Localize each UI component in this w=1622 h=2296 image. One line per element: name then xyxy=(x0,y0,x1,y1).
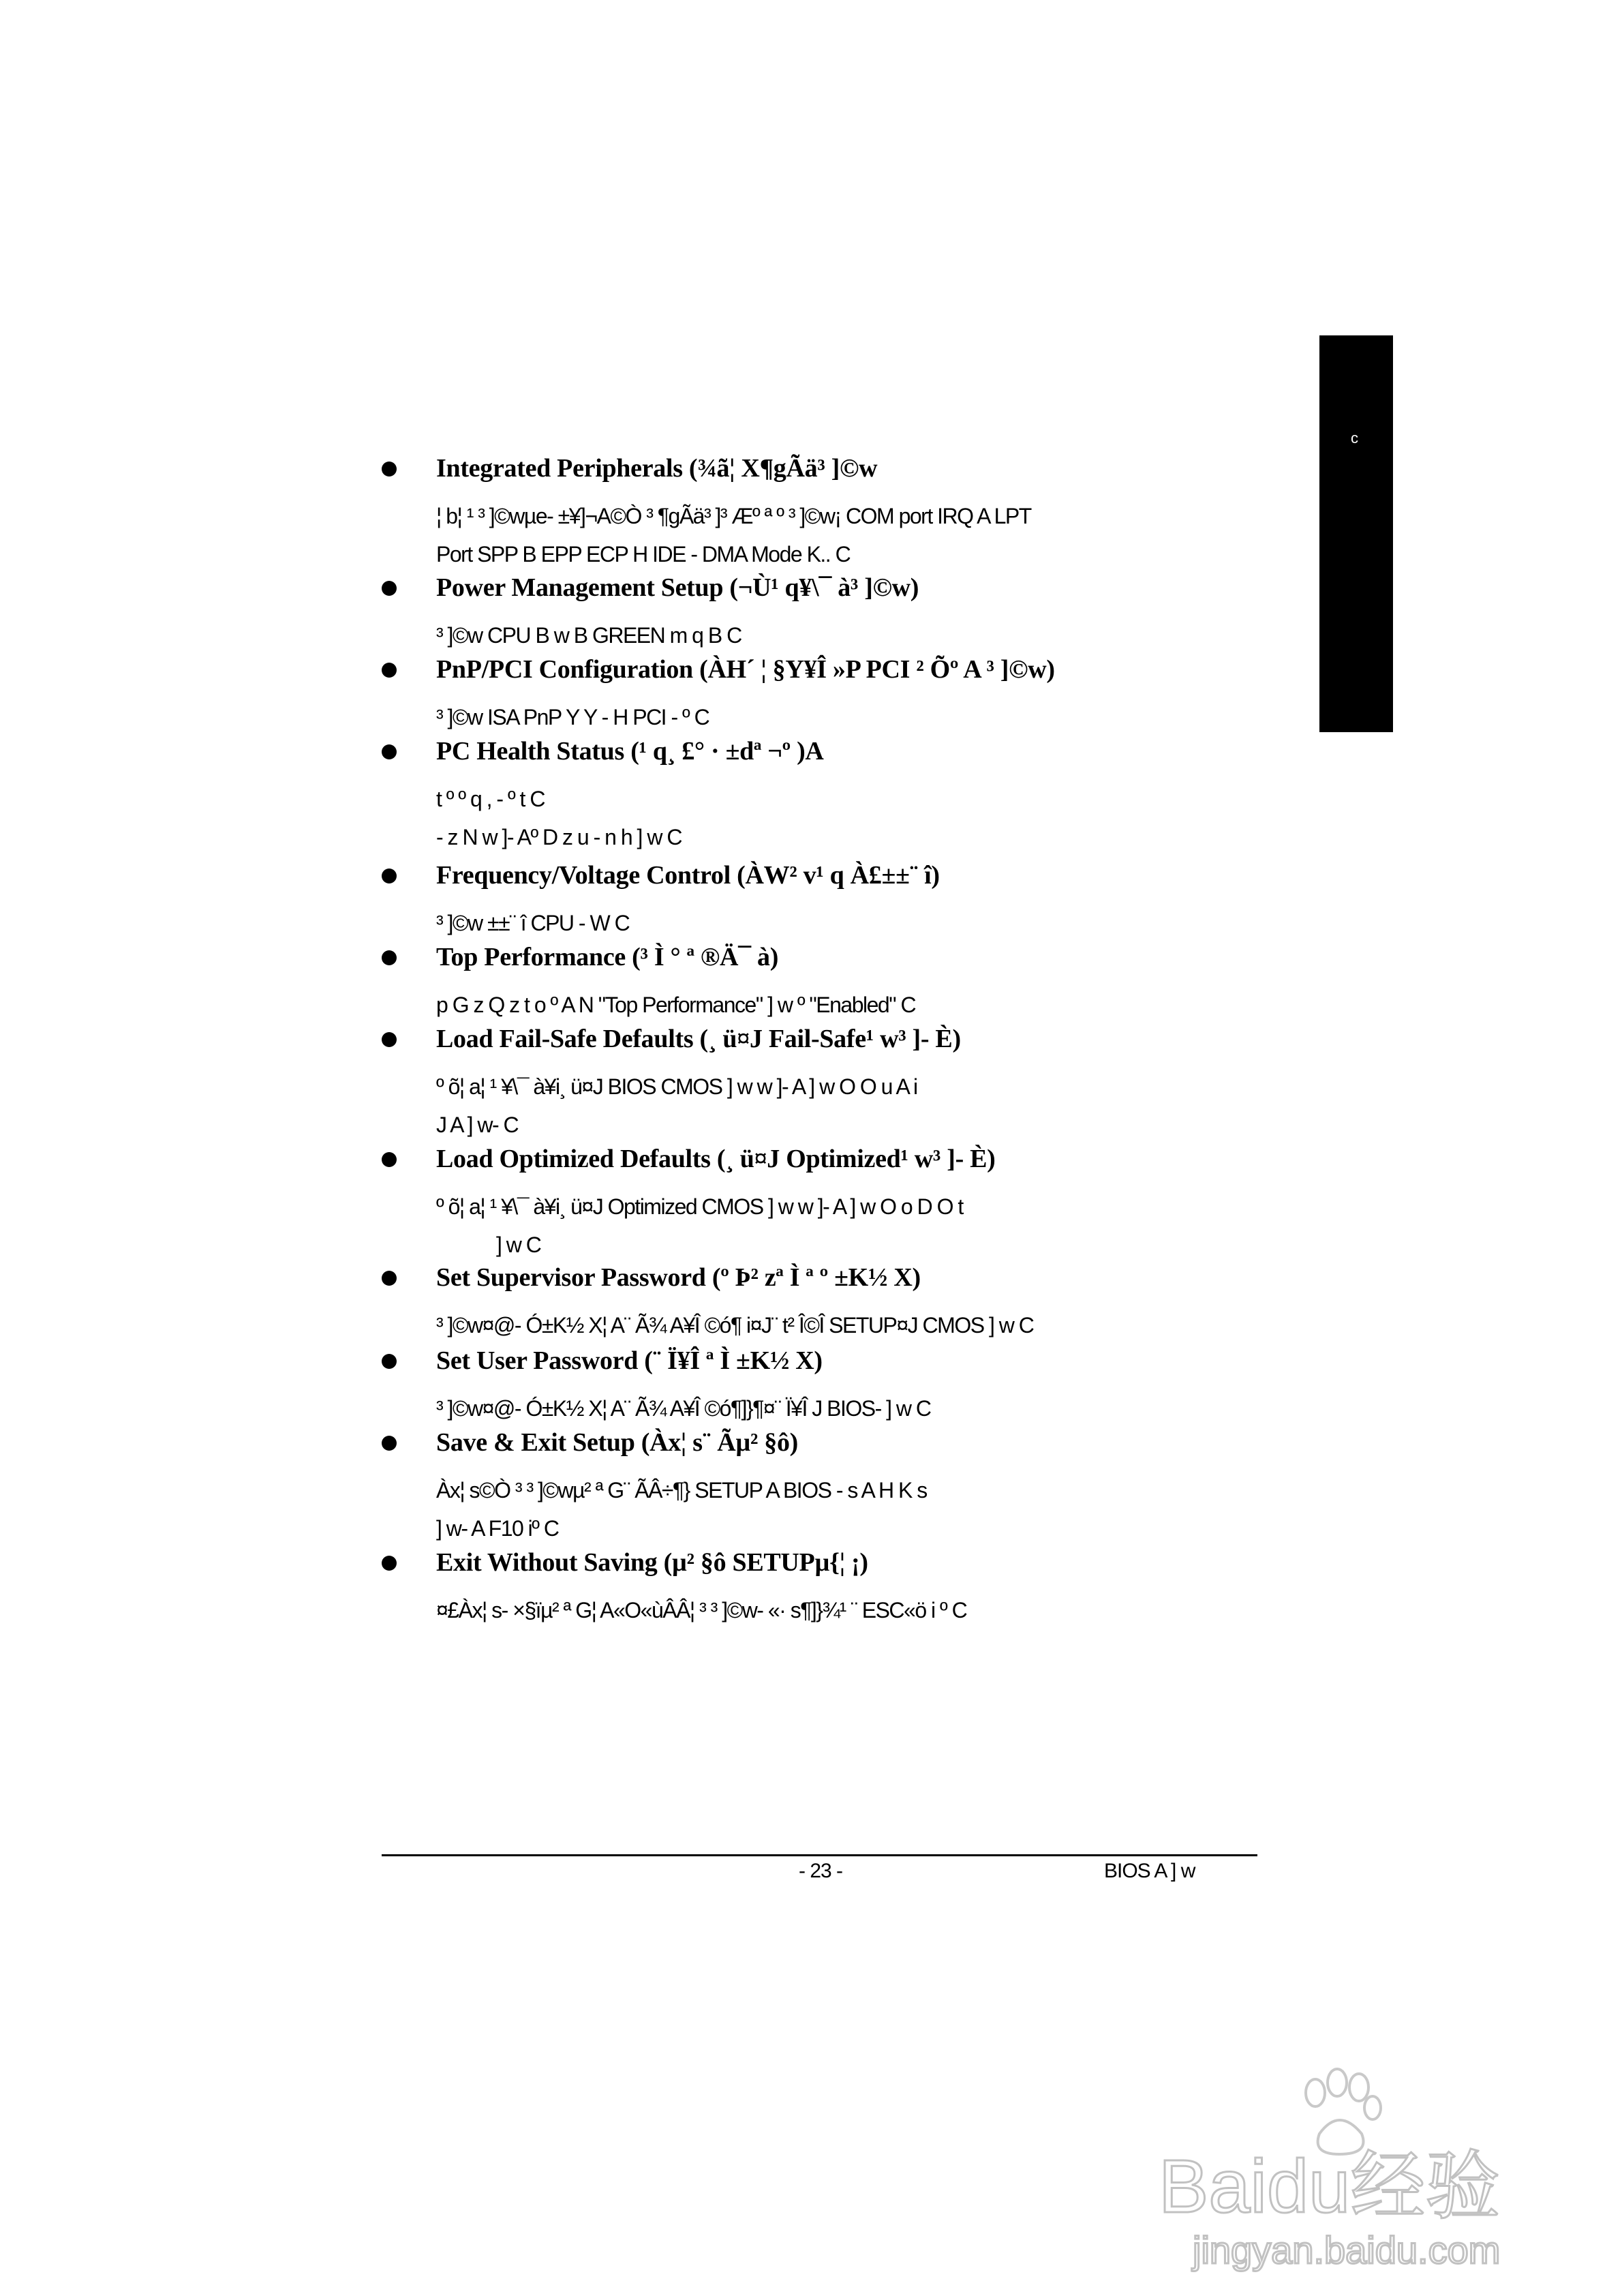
item-title: PC Health Status (¹ q¸ £° · ±dª ¬º )A xyxy=(436,737,824,766)
item-desc-line: ³ ]©w¤@- Ó±K½ X¦ A¨ Ã¾ A¥Î ©ó¶ i¤J¨ t² Î©Î SETUP¤J CMOS ] w C xyxy=(436,1313,1034,1338)
bullet-icon xyxy=(382,663,397,678)
item-desc-line: Port SPP B EPP ECP H IDE - DMA Mode K.. C xyxy=(436,542,851,567)
bullet-icon xyxy=(382,1032,397,1047)
bullet-icon xyxy=(382,950,397,965)
item-desc-line: ³ ]©w ±±¨ î CPU - W C xyxy=(436,911,630,935)
item-title: Save & Exit Setup (Àx¦ s¨ Ãµ² §ô) xyxy=(436,1428,799,1457)
item-desc-line: ³ ]©w CPU B w B GREEN m q B C xyxy=(436,623,741,648)
item-desc-line: - z N w ]- Aº D z u - n h ] w C xyxy=(436,825,682,849)
chapter-side-tab xyxy=(1319,335,1393,732)
item-title: Frequency/Voltage Control (ÀW² v¹ q À£±±¨ î) xyxy=(436,861,940,890)
item-title: Exit Without Saving (µ² §ô SETUPµ{¦ ¡) xyxy=(436,1548,868,1577)
paw-logo-icon xyxy=(1306,2069,1381,2154)
bullet-icon xyxy=(382,462,397,477)
bullet-icon xyxy=(382,868,397,883)
item-title: Load Optimized Defaults (¸ ü¤J Optimized¹ w³ ]- È) xyxy=(436,1145,996,1173)
item-desc-line: ] w C xyxy=(496,1233,541,1257)
watermark-url: jingyan.baidu.com xyxy=(1193,2229,1501,2271)
page-number: - 23 - xyxy=(799,1860,843,1882)
item-desc-line: t º º q , - º t C xyxy=(436,787,545,811)
item-title: Load Fail-Safe Defaults (¸ ü¤J Fail-Safe¹ w³ ]- È) xyxy=(436,1025,961,1053)
item-title: Set Supervisor Password (º Þ² zª Ì ª º ±K½ X) xyxy=(436,1263,921,1292)
item-desc-line: ¤£Àx¦ s- ×§ïµ² ª G¦ A«O«ùÂÂ¦ ³ ³ ]©w- «· s¶]}¾¹ ¨ ESC«ö i º C xyxy=(436,1598,967,1622)
item-desc-line: p G z Q z t o º A N "Top Performance" ] w º "Enabled" C xyxy=(436,993,916,1017)
side-tab-label: c xyxy=(1351,429,1358,447)
item-desc-line: Àx¦ s©Ò ³ ³ ]©wµ² ª G¨ ÃÂ÷¶} SETUP A BIOS - s A H K s xyxy=(436,1478,927,1502)
bullet-icon xyxy=(382,1556,397,1571)
item-title: Integrated Peripherals (¾ã¦ X¶gÃä³ ]©w xyxy=(436,454,878,483)
bullet-icon xyxy=(382,581,397,596)
bullet-icon xyxy=(382,744,397,759)
bullet-icon xyxy=(382,1152,397,1167)
footer-section-label: BIOS A ] w xyxy=(1104,1860,1195,1882)
footer-divider xyxy=(382,1854,1257,1856)
item-title: Set User Password (¨ Ï¥Î ª Ì ±K½ X) xyxy=(436,1346,823,1375)
bullet-icon xyxy=(382,1436,397,1451)
bullet-icon xyxy=(382,1354,397,1369)
item-desc-line: º õ¦ a¦ ¹ ¥\¯ à¥i¸ ü¤J Optimized CMOS ] w w ]- A ] w O o D O t xyxy=(436,1194,963,1219)
item-desc-line: ¦ b¦ ¹ ³ ]©wµe- ±¥]¬A©Ò ³ ¶gÃä³ ]³ Æº ª º ³ ]©w¡ COM port IRQ A LPT xyxy=(436,504,1031,528)
baidu-jingyan-watermark xyxy=(1145,2045,1554,2277)
item-desc-line: º õ¦ a¦ ¹ ¥\¯ à¥i¸ ü¤J BIOS CMOS ] w w ]- A ] w O O u A i xyxy=(436,1074,917,1099)
bullet-icon xyxy=(382,1271,397,1286)
item-desc-line: ³ ]©w¤@- Ó±K½ X¦ A¨ Ã¾ A¥Î ©ó¶]}¶¤¨ Ï¥Î J BIOS- ] w C xyxy=(436,1396,931,1421)
item-title: Top Performance (³ Ì ° ª ®Ä¯ à) xyxy=(436,943,779,971)
item-title: PnP/PCI Configuration (ÀH´ ¦ §Y¥Î »P PCI ² Õº A ³ ]©w) xyxy=(436,655,1055,684)
watermark-logo-text: Baidu经验 xyxy=(1159,2145,1501,2229)
item-title: Power Management Setup (¬Ù¹ q¥\¯ à³ ]©w) xyxy=(436,573,919,602)
item-desc-line: ] w- A F10 iº C xyxy=(436,1516,559,1541)
item-desc-line: J A ] w- C xyxy=(436,1113,519,1137)
item-desc-line: ³ ]©w ISA PnP Y Y - H PCI - º C xyxy=(436,705,709,729)
